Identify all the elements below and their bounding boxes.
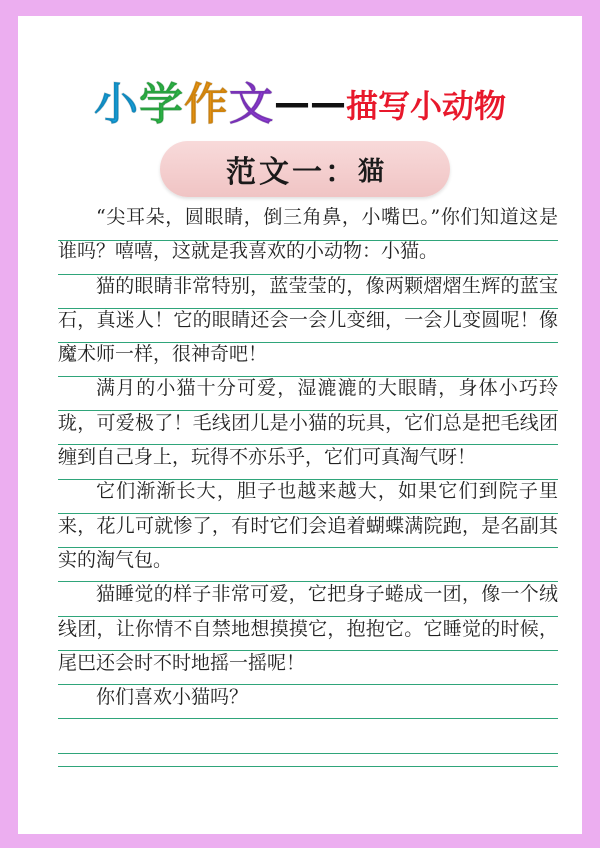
title-char: 小: [93, 79, 139, 130]
title-char: 文: [228, 79, 274, 130]
ruled-line: [58, 718, 558, 719]
page-title: [18, 74, 582, 144]
title-subtitle: 描写小动物: [345, 87, 506, 125]
title-char: 学: [138, 79, 184, 130]
essay-paragraph: 满月的小猫十分可爱，湿漉漉的大眼睛，身体小巧玲珑，可爱极了！毛线团儿是小猫的玩具，它们总是把毛线团缠到自己身上，玩得不亦乐乎，它们可真淘气呀！: [58, 377, 558, 469]
title-main: [94, 79, 274, 130]
essay-paragraph: 猫睡觉的样子非常可爱，它把身子蜷成一团，像一个绒线团，让你情不自禁地想摸摸它，抱抱它。它睡觉的时候，尾巴还会时不时地摇一摇呢！: [58, 583, 558, 674]
ruled-line: [58, 753, 558, 754]
essay-paragraph: 它们渐渐长大，胆子也越来越大，如果它们到院子里来，花儿可就惨了，有时它们会追着蝴蝶满院跑，是名副其实的淘气包。: [58, 480, 558, 571]
essay-paragraph: “尖耳朵，圆眼睛，倒三角鼻，小嘴巴。”你们知道这是谁吗？嘻嘻，这就是我喜欢的小动物：小猫。: [58, 206, 558, 263]
essay-body: [58, 200, 558, 714]
title-dash: ——: [273, 83, 346, 124]
section-heading: [160, 141, 450, 197]
ruled-line: [58, 766, 558, 767]
section-subject: 猫: [357, 156, 384, 187]
essay-paragraph: 猫的眼睛非常特别，蓝莹莹的，像两颗熠熠生辉的蓝宝石，真迷人！它的眼睛还会一会儿变细，一会儿变圆呢！像魔术师一样，很神奇吧！: [58, 274, 558, 366]
section-label: 范文一：: [225, 155, 358, 190]
paper-sheet: [18, 16, 582, 834]
essay-paragraph: 你们喜欢小猫吗？: [96, 686, 249, 709]
title-char: 作: [183, 79, 229, 130]
